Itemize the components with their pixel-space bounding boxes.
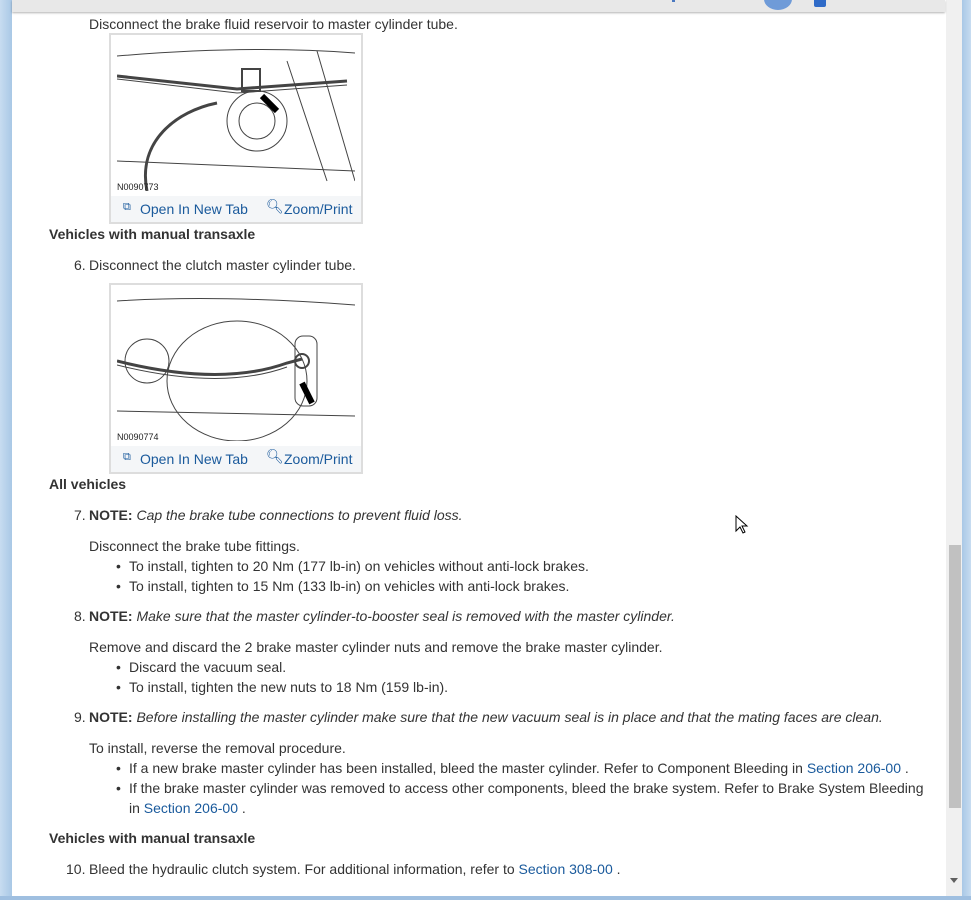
step-number: 7. (74, 507, 86, 523)
section-206-00-link[interactable]: Section 206-00 (806, 760, 902, 776)
bullet: • (116, 780, 121, 796)
period: . (241, 800, 246, 816)
open-new-tab-link[interactable]: Open In New Tab (140, 201, 248, 217)
toolbar-mark-icon[interactable] (672, 0, 675, 2)
figure-n0090774 (109, 283, 363, 474)
bullet: • (116, 679, 121, 695)
window-frame-right (962, 0, 971, 900)
figure-toolbar (111, 446, 361, 472)
bullet: • (116, 578, 121, 594)
window-frame-left (0, 0, 12, 900)
section-heading: Vehicles with manual transaxle (49, 830, 256, 846)
scrollbar-thumb[interactable] (949, 545, 961, 808)
period: . (616, 861, 621, 877)
step-6-text: Disconnect the clutch master cylinder tube. (89, 257, 356, 273)
bullet-text-main: If a new brake master cylinder has been installed, bleed the master cylinder. Refer to Component Bleeding in (129, 760, 803, 776)
user-avatar[interactable] (764, 0, 792, 10)
figure-toolbar (111, 196, 361, 222)
add-icon[interactable] (814, 0, 826, 7)
bullet-text: If the brake master cylinder was removed to access other components, bleed the brake system. Refer to Brake System Bleeding (129, 780, 924, 796)
note-text: Before installing the master cylinder make sure that the new vacuum seal is in place and that the mating faces are clean. (136, 709, 883, 725)
step-8-note (89, 608, 675, 624)
window-frame-bottom (0, 896, 971, 900)
figure-code: N0090773 (117, 182, 159, 192)
step-number: 8. (74, 608, 86, 624)
step-7-text: Disconnect the brake tube fittings. (89, 538, 300, 554)
step-8-text: Remove and discard the 2 brake master cylinder nuts and remove the brake master cylinder. (89, 639, 663, 655)
step-number: 6. (74, 257, 86, 273)
bullet-text-main: in (129, 800, 140, 816)
step-number: 9. (74, 709, 86, 725)
step-5-text: Disconnect the brake fluid reservoir to master cylinder tube. (89, 16, 458, 32)
bullet: • (116, 760, 121, 776)
bullet-text: To install, tighten to 20 Nm (177 lb-in) on vehicles without anti-lock brakes. (129, 558, 589, 574)
section-heading: Vehicles with manual transaxle (49, 226, 256, 242)
zoom-icon[interactable]: 🔍︎ (266, 198, 284, 214)
zoom-icon[interactable]: 🔍︎ (266, 448, 284, 464)
section-heading: All vehicles (49, 476, 127, 492)
vertical-scrollbar[interactable] (946, 0, 962, 896)
document-page (12, 0, 946, 896)
bullet-text: To install, tighten the new nuts to 18 Nm (159 lb-in). (129, 679, 449, 695)
note-label: NOTE: (89, 507, 133, 523)
bullet-text: Discard the vacuum seal. (129, 659, 287, 675)
step-9-note (89, 709, 883, 725)
bullet-text-continued (129, 800, 246, 816)
figure-image (117, 41, 355, 191)
figure-n0090773 (109, 33, 363, 224)
bullet: • (116, 558, 121, 574)
open-new-tab-icon[interactable]: ⧉ (123, 201, 131, 213)
scroll-down-arrow-icon[interactable] (950, 878, 958, 883)
note-label: NOTE: (89, 709, 133, 725)
step-text-main: Bleed the hydraulic clutch system. For additional information, refer to (89, 861, 515, 877)
open-new-tab-icon[interactable]: ⧉ (123, 451, 131, 463)
step-9-text: To install, reverse the removal procedure. (89, 740, 346, 756)
zoom-print-link[interactable]: Zoom/Print (284, 201, 353, 217)
mouse-cursor-icon (735, 515, 749, 535)
bullet-text: To install, tighten to 15 Nm (133 lb-in) on vehicles with anti-lock brakes. (129, 578, 570, 594)
bullet: • (116, 659, 121, 675)
section-206-00-link[interactable]: Section 206-00 (143, 800, 238, 816)
figure-code: N0090774 (117, 432, 159, 442)
note-text: Cap the brake tube connections to prevent fluid loss. (136, 507, 463, 523)
bullet-text (129, 760, 909, 776)
floating-toolbar (12, 0, 945, 12)
period: . (904, 760, 909, 776)
figure-image (117, 291, 355, 441)
open-new-tab-link[interactable]: Open In New Tab (140, 451, 248, 467)
step-10-text (89, 861, 621, 877)
step-number: 10. (66, 861, 86, 877)
zoom-print-link[interactable]: Zoom/Print (284, 451, 353, 467)
note-label: NOTE: (89, 608, 133, 624)
section-308-00-link[interactable]: Section 308-00 (518, 861, 613, 877)
step-7-note (89, 507, 463, 523)
note-text: Make sure that the master cylinder-to-booster seal is removed with the master cylinder. (136, 608, 675, 624)
